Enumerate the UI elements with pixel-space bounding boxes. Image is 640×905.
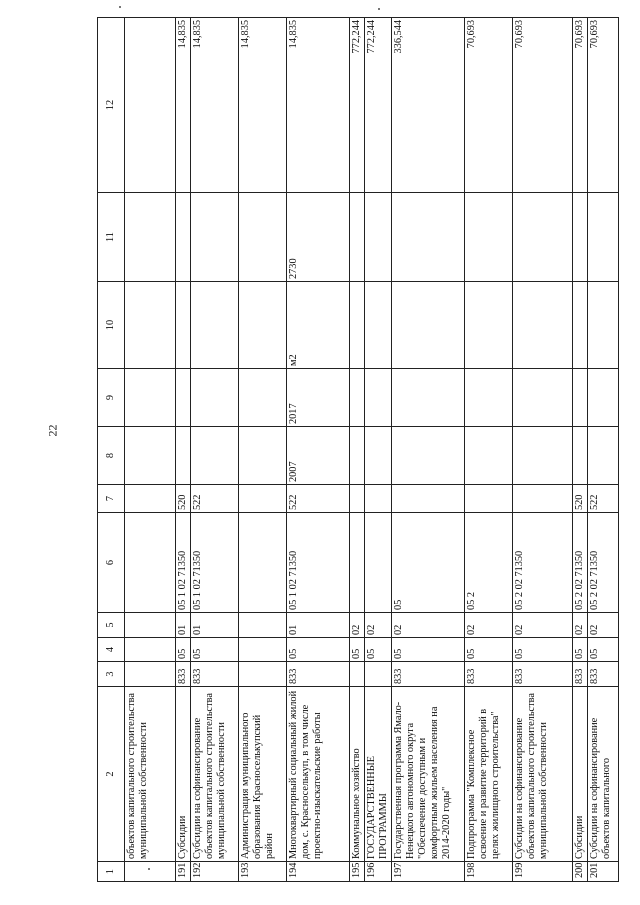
row-number: 191 — [176, 862, 191, 882]
col-6: 05 2 02 71350 — [513, 513, 573, 613]
col-7: 520 — [573, 485, 588, 513]
col-9 — [465, 369, 513, 427]
col-4: 05 — [365, 638, 392, 662]
col-11 — [392, 193, 465, 282]
col-9 — [125, 369, 176, 427]
col-9 — [392, 369, 465, 427]
row-number: 194 — [287, 862, 350, 882]
col-10 — [573, 282, 588, 369]
col-4: 05 — [287, 638, 350, 662]
col-11 — [176, 193, 191, 282]
col-4: 05 — [588, 638, 619, 662]
col-11 — [365, 193, 392, 282]
col-11 — [191, 193, 239, 282]
col-10 — [365, 282, 392, 369]
row-name: Коммунальное хозяйство — [350, 687, 365, 862]
col-4 — [125, 638, 176, 662]
col-11 — [125, 193, 176, 282]
col-5: 01 — [176, 613, 191, 638]
col-12: 70,693 — [573, 18, 588, 193]
column-header: 3 — [98, 662, 125, 687]
col-4: 05 — [513, 638, 573, 662]
col-4: 05 — [191, 638, 239, 662]
col-10 — [239, 282, 287, 369]
row-name: Государственная программа Ямало-Ненецкого автономного округа "Обеспечение доступным и комфортным жильем населения на 2014-2020 годы" — [392, 687, 465, 862]
col-11 — [350, 193, 365, 282]
col-12: 14,835 — [287, 18, 350, 193]
row-name: Администрация муниципального образования Красноселькупский район — [239, 687, 287, 862]
col-5: 02 — [350, 613, 365, 638]
col-6: 05 2 — [465, 513, 513, 613]
col-9 — [513, 369, 573, 427]
col-12: 14,835 — [239, 18, 287, 193]
row-name: Субсидии на софинансирование объектов капитального строительства муниципальной собственности — [513, 687, 573, 862]
column-header: 9 — [98, 369, 125, 427]
col-5 — [239, 613, 287, 638]
col-5: 02 — [465, 613, 513, 638]
column-header: 6 — [98, 513, 125, 613]
table-row — [125, 18, 176, 882]
col-4 — [239, 638, 287, 662]
col-9 — [239, 369, 287, 427]
row-name: Субсидии на софинансирование объектов капитального — [588, 687, 619, 862]
page-number: 22 — [45, 424, 60, 437]
col-11 — [588, 193, 619, 282]
col-9 — [191, 369, 239, 427]
row-number: 192 — [191, 862, 239, 882]
row-name: Субсидии на софинансирование объектов капитального строительства муниципальной собственности — [191, 687, 239, 862]
col-7 — [239, 485, 287, 513]
col-12: 70,693 — [513, 18, 573, 193]
col-7 — [392, 485, 465, 513]
row-name: Субсидии — [176, 687, 191, 862]
col-6 — [125, 513, 176, 613]
table-row — [287, 18, 350, 882]
scan-speck — [119, 6, 121, 8]
table-row — [573, 18, 588, 882]
column-header: 10 — [98, 282, 125, 369]
col-3 — [350, 662, 365, 687]
table-row — [465, 18, 513, 882]
col-5: 01 — [287, 613, 350, 638]
col-11: 2730 — [287, 193, 350, 282]
col-5: 02 — [365, 613, 392, 638]
col-10 — [588, 282, 619, 369]
col-8 — [125, 427, 176, 485]
row-name: объектов капитального строительства муниципальной собственности — [125, 687, 176, 862]
row-name: Субсидии — [573, 687, 588, 862]
col-6: 05 2 02 71350 — [573, 513, 588, 613]
col-10 — [191, 282, 239, 369]
table-row — [176, 18, 191, 882]
col-6: 05 1 02 71350 — [176, 513, 191, 613]
col-9 — [176, 369, 191, 427]
table-row — [513, 18, 573, 882]
scan-speck — [378, 8, 380, 10]
col-10 — [350, 282, 365, 369]
col-4: 05 — [573, 638, 588, 662]
col-6 — [350, 513, 365, 613]
col-10 — [513, 282, 573, 369]
col-3: 833 — [176, 662, 191, 687]
col-8 — [513, 427, 573, 485]
col-12: 772,244 — [350, 18, 365, 193]
row-number: 197 — [392, 862, 465, 882]
col-12: 772,244 — [365, 18, 392, 193]
col-6: 05 1 02 71350 — [287, 513, 350, 613]
col-9: 2017 — [287, 369, 350, 427]
row-number: 193 — [239, 862, 287, 882]
table-row — [392, 18, 465, 882]
row-number: 200 — [573, 862, 588, 882]
col-4: 05 — [350, 638, 365, 662]
col-9 — [588, 369, 619, 427]
col-12: 70,693 — [588, 18, 619, 193]
row-name: Многоквартирный социальный жилой дом, с. Красноселькуп, в том числе проектно-изыскательские работы — [287, 687, 350, 862]
col-6: 05 2 02 71350 — [588, 513, 619, 613]
col-5: 02 — [513, 613, 573, 638]
col-8 — [573, 427, 588, 485]
col-3: 833 — [191, 662, 239, 687]
row-number: 198 — [465, 862, 513, 882]
col-8 — [465, 427, 513, 485]
col-5: 02 — [573, 613, 588, 638]
col-12: 70,693 — [465, 18, 513, 193]
col-11 — [239, 193, 287, 282]
budget-table — [97, 17, 619, 882]
col-4: 05 — [176, 638, 191, 662]
col-9 — [365, 369, 392, 427]
col-6 — [365, 513, 392, 613]
col-5 — [125, 613, 176, 638]
col-3 — [239, 662, 287, 687]
col-7: 522 — [191, 485, 239, 513]
col-10: м2 — [287, 282, 350, 369]
table-row — [191, 18, 239, 882]
col-3: 833 — [287, 662, 350, 687]
table-row — [365, 18, 392, 882]
col-8 — [350, 427, 365, 485]
row-number — [125, 862, 176, 882]
row-number: 196 — [365, 862, 392, 882]
row-name: Подпрограмма "Комплексное освоение и развитие территорий в целях жилищного строительства" — [465, 687, 513, 862]
col-7 — [365, 485, 392, 513]
col-7: 520 — [176, 485, 191, 513]
col-6 — [239, 513, 287, 613]
header-row — [98, 18, 125, 882]
col-7: 522 — [588, 485, 619, 513]
row-name: ГОСУДАРСТВЕННЫЕ ПРОГРАММЫ — [365, 687, 392, 862]
column-header: 12 — [98, 18, 125, 193]
col-6: 05 — [392, 513, 465, 613]
col-8: 2007 — [287, 427, 350, 485]
col-8 — [191, 427, 239, 485]
col-3: 833 — [392, 662, 465, 687]
col-8 — [176, 427, 191, 485]
table-row — [350, 18, 365, 882]
col-7 — [465, 485, 513, 513]
col-5: 02 — [588, 613, 619, 638]
col-7 — [513, 485, 573, 513]
column-header: 4 — [98, 638, 125, 662]
col-11 — [513, 193, 573, 282]
col-7 — [125, 485, 176, 513]
col-5: 02 — [392, 613, 465, 638]
col-8 — [239, 427, 287, 485]
col-3: 833 — [465, 662, 513, 687]
col-8 — [365, 427, 392, 485]
col-9 — [573, 369, 588, 427]
col-10 — [465, 282, 513, 369]
col-12: 14,835 — [191, 18, 239, 193]
col-5: 01 — [191, 613, 239, 638]
rotated-page — [97, 18, 629, 882]
col-3: 833 — [573, 662, 588, 687]
col-10 — [392, 282, 465, 369]
col-11 — [465, 193, 513, 282]
table-row — [588, 18, 619, 882]
table-row — [239, 18, 287, 882]
column-header: 11 — [98, 193, 125, 282]
column-header: 7 — [98, 485, 125, 513]
col-12: 336,544 — [392, 18, 465, 193]
col-11 — [573, 193, 588, 282]
column-header: 5 — [98, 613, 125, 638]
col-6: 05 1 02 71350 — [191, 513, 239, 613]
col-7: 522 — [287, 485, 350, 513]
column-header: 1 — [98, 862, 125, 882]
col-8 — [392, 427, 465, 485]
col-7 — [350, 485, 365, 513]
col-8 — [588, 427, 619, 485]
col-4: 05 — [392, 638, 465, 662]
col-10 — [176, 282, 191, 369]
col-3: 833 — [513, 662, 573, 687]
col-12: 14,835 — [176, 18, 191, 193]
row-number: 195 — [350, 862, 365, 882]
col-3: 833 — [588, 662, 619, 687]
col-9 — [350, 369, 365, 427]
col-3 — [365, 662, 392, 687]
column-header: 2 — [98, 687, 125, 862]
column-header: 8 — [98, 427, 125, 485]
row-number: 199 — [513, 862, 573, 882]
row-number: 201 — [588, 862, 619, 882]
col-4: 05 — [465, 638, 513, 662]
col-3 — [125, 662, 176, 687]
col-10 — [125, 282, 176, 369]
col-12 — [125, 18, 176, 193]
